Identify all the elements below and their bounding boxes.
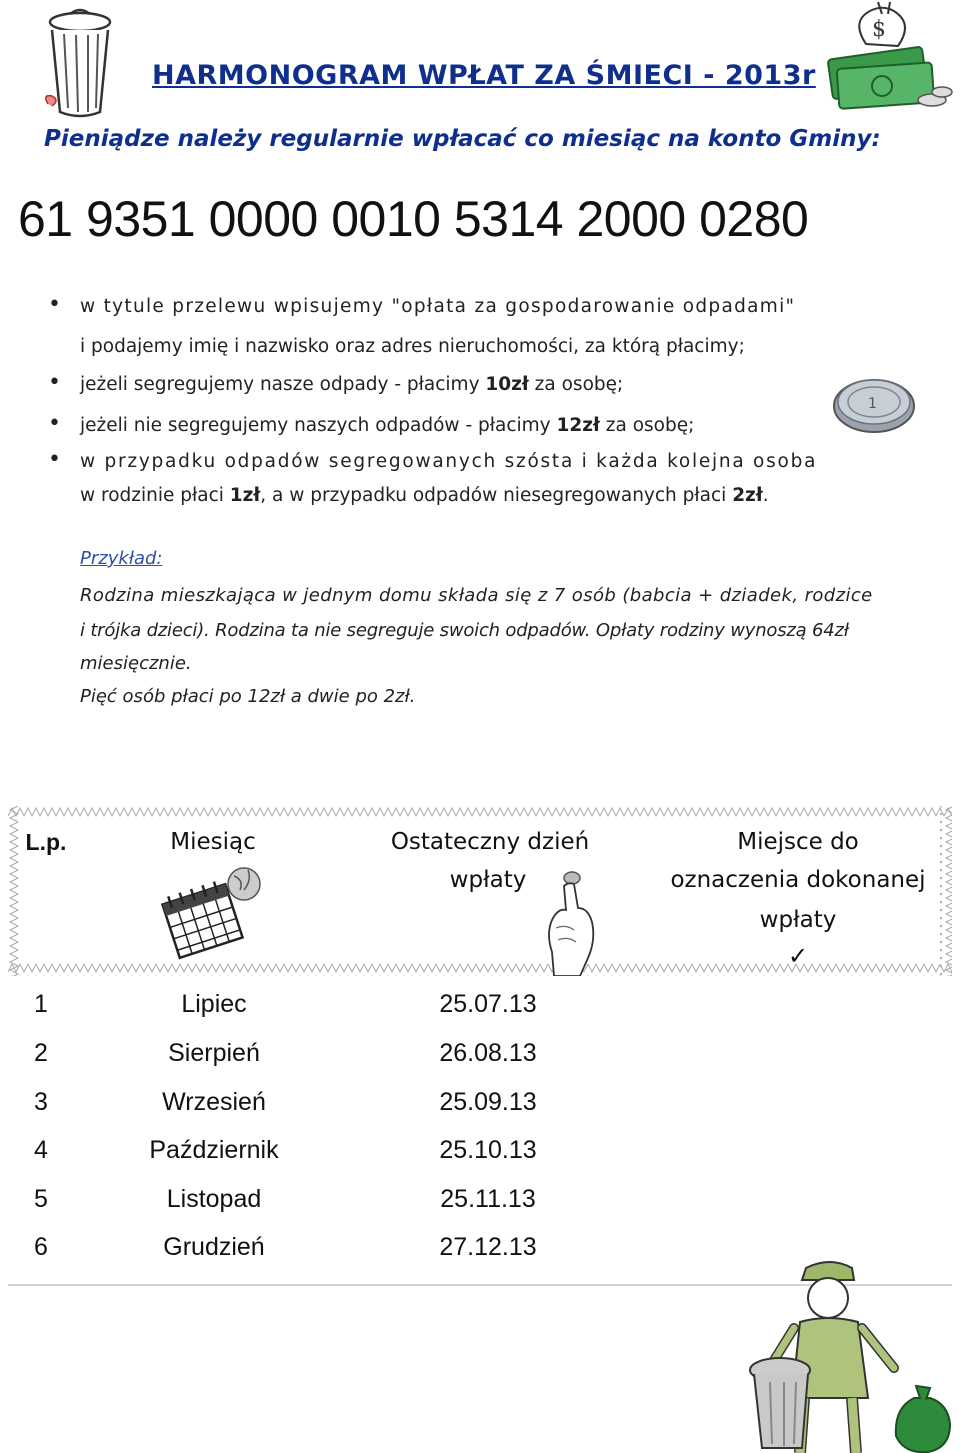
row-4-month: Październik bbox=[149, 1136, 279, 1164]
row-3-date: 25.09.13 bbox=[439, 1088, 537, 1116]
row-5-month: Listopad bbox=[166, 1185, 262, 1213]
page-title: HARMONOGRAM WPŁAT ZA ŚMIECI - 2013r bbox=[152, 60, 816, 91]
row-2-month: Sierpień bbox=[168, 1039, 260, 1067]
example-line-3: miesięcznie. bbox=[80, 653, 192, 674]
example-line-2: i trójka dzieci). Rodzina ta nie segreguje swoich odpadów. Opłaty rodziny wynoszą 64zł bbox=[80, 620, 849, 641]
example-label: Przykład: bbox=[80, 548, 163, 569]
bullet-dot: • bbox=[48, 411, 61, 436]
check-icon: ✓ bbox=[787, 942, 809, 970]
coin-icon bbox=[828, 368, 918, 438]
row-2-lp: 2 bbox=[34, 1039, 48, 1067]
account-number: 61 9351 0000 0010 5314 2000 0280 bbox=[18, 191, 809, 247]
money-bag-icon bbox=[820, 0, 955, 125]
row-1-lp: 1 bbox=[34, 990, 48, 1018]
subtitle: Pieniądze należy regularnie wpłacać co miesiąc na konto Gminy: bbox=[44, 126, 881, 152]
row-6-date: 27.12.13 bbox=[439, 1233, 537, 1261]
bullet-1-line-2: i podajemy imię i nazwisko oraz adres nieruchomości, za którą płacimy; bbox=[80, 336, 745, 357]
row-2-date: 26.08.13 bbox=[439, 1039, 537, 1067]
trash-can-icon bbox=[34, 4, 114, 124]
row-4-date: 25.10.13 bbox=[439, 1136, 537, 1164]
hand-coin-icon bbox=[540, 868, 610, 976]
row-5-lp: 5 bbox=[34, 1185, 48, 1213]
calendar-icon bbox=[156, 862, 266, 962]
header-month: Miesiąc bbox=[170, 829, 256, 855]
bullet-4-line-1: w przypadku odpadów segregowanych szósta i każda kolejna osoba bbox=[80, 451, 818, 472]
row-4-lp: 4 bbox=[34, 1136, 48, 1164]
header-lp: L.p. bbox=[25, 829, 67, 855]
bullet-dot: • bbox=[48, 292, 61, 317]
bullet-4-line-2: w rodzinie płaci 1zł, a w przypadku odpadów niesegregowanych płaci 2zł. bbox=[80, 485, 769, 506]
header-mark-line-1: Miejsce do bbox=[737, 829, 859, 855]
bullet-dot: • bbox=[48, 370, 61, 395]
bullet-3: jeżeli nie segregujemy naszych odpadów - płacimy 12zł za osobę; bbox=[80, 415, 695, 436]
example-line-1: Rodzina mieszkająca w jednym domu składa się z 7 osób (babcia + dziadek, rodzice bbox=[80, 585, 873, 606]
row-3-lp: 3 bbox=[34, 1088, 48, 1116]
bullet-2: jeżeli segregujemy nasze odpady - płacimy 10zł za osobę; bbox=[80, 374, 624, 395]
bullet-1-line-1: w tytule przelewu wpisujemy "opłata za gospodarowanie odpadami" bbox=[80, 296, 796, 317]
row-3-month: Wrzesień bbox=[162, 1088, 266, 1116]
row-1-date: 25.07.13 bbox=[439, 990, 537, 1018]
svg-text:$: $ bbox=[872, 17, 886, 42]
svg-text:1: 1 bbox=[868, 396, 877, 412]
header-mark-line-3: wpłaty bbox=[759, 907, 837, 933]
row-5-date: 25.11.13 bbox=[440, 1185, 536, 1213]
row-6-lp: 6 bbox=[34, 1233, 48, 1261]
garbage-man-icon bbox=[744, 1258, 956, 1453]
bullet-dot: • bbox=[48, 447, 61, 472]
row-1-month: Lipiec bbox=[181, 990, 247, 1018]
payment-schedule-table bbox=[8, 806, 952, 1292]
header-mark-line-2: oznaczenia dokonanej bbox=[670, 867, 926, 893]
header-deadline-line-2: wpłaty bbox=[449, 867, 527, 893]
header-deadline-line-1: Ostateczny dzień bbox=[390, 829, 590, 855]
row-6-month: Grudzień bbox=[163, 1233, 265, 1261]
example-line-4: Pięć osób płaci po 12zł a dwie po 2zł. bbox=[80, 686, 416, 707]
